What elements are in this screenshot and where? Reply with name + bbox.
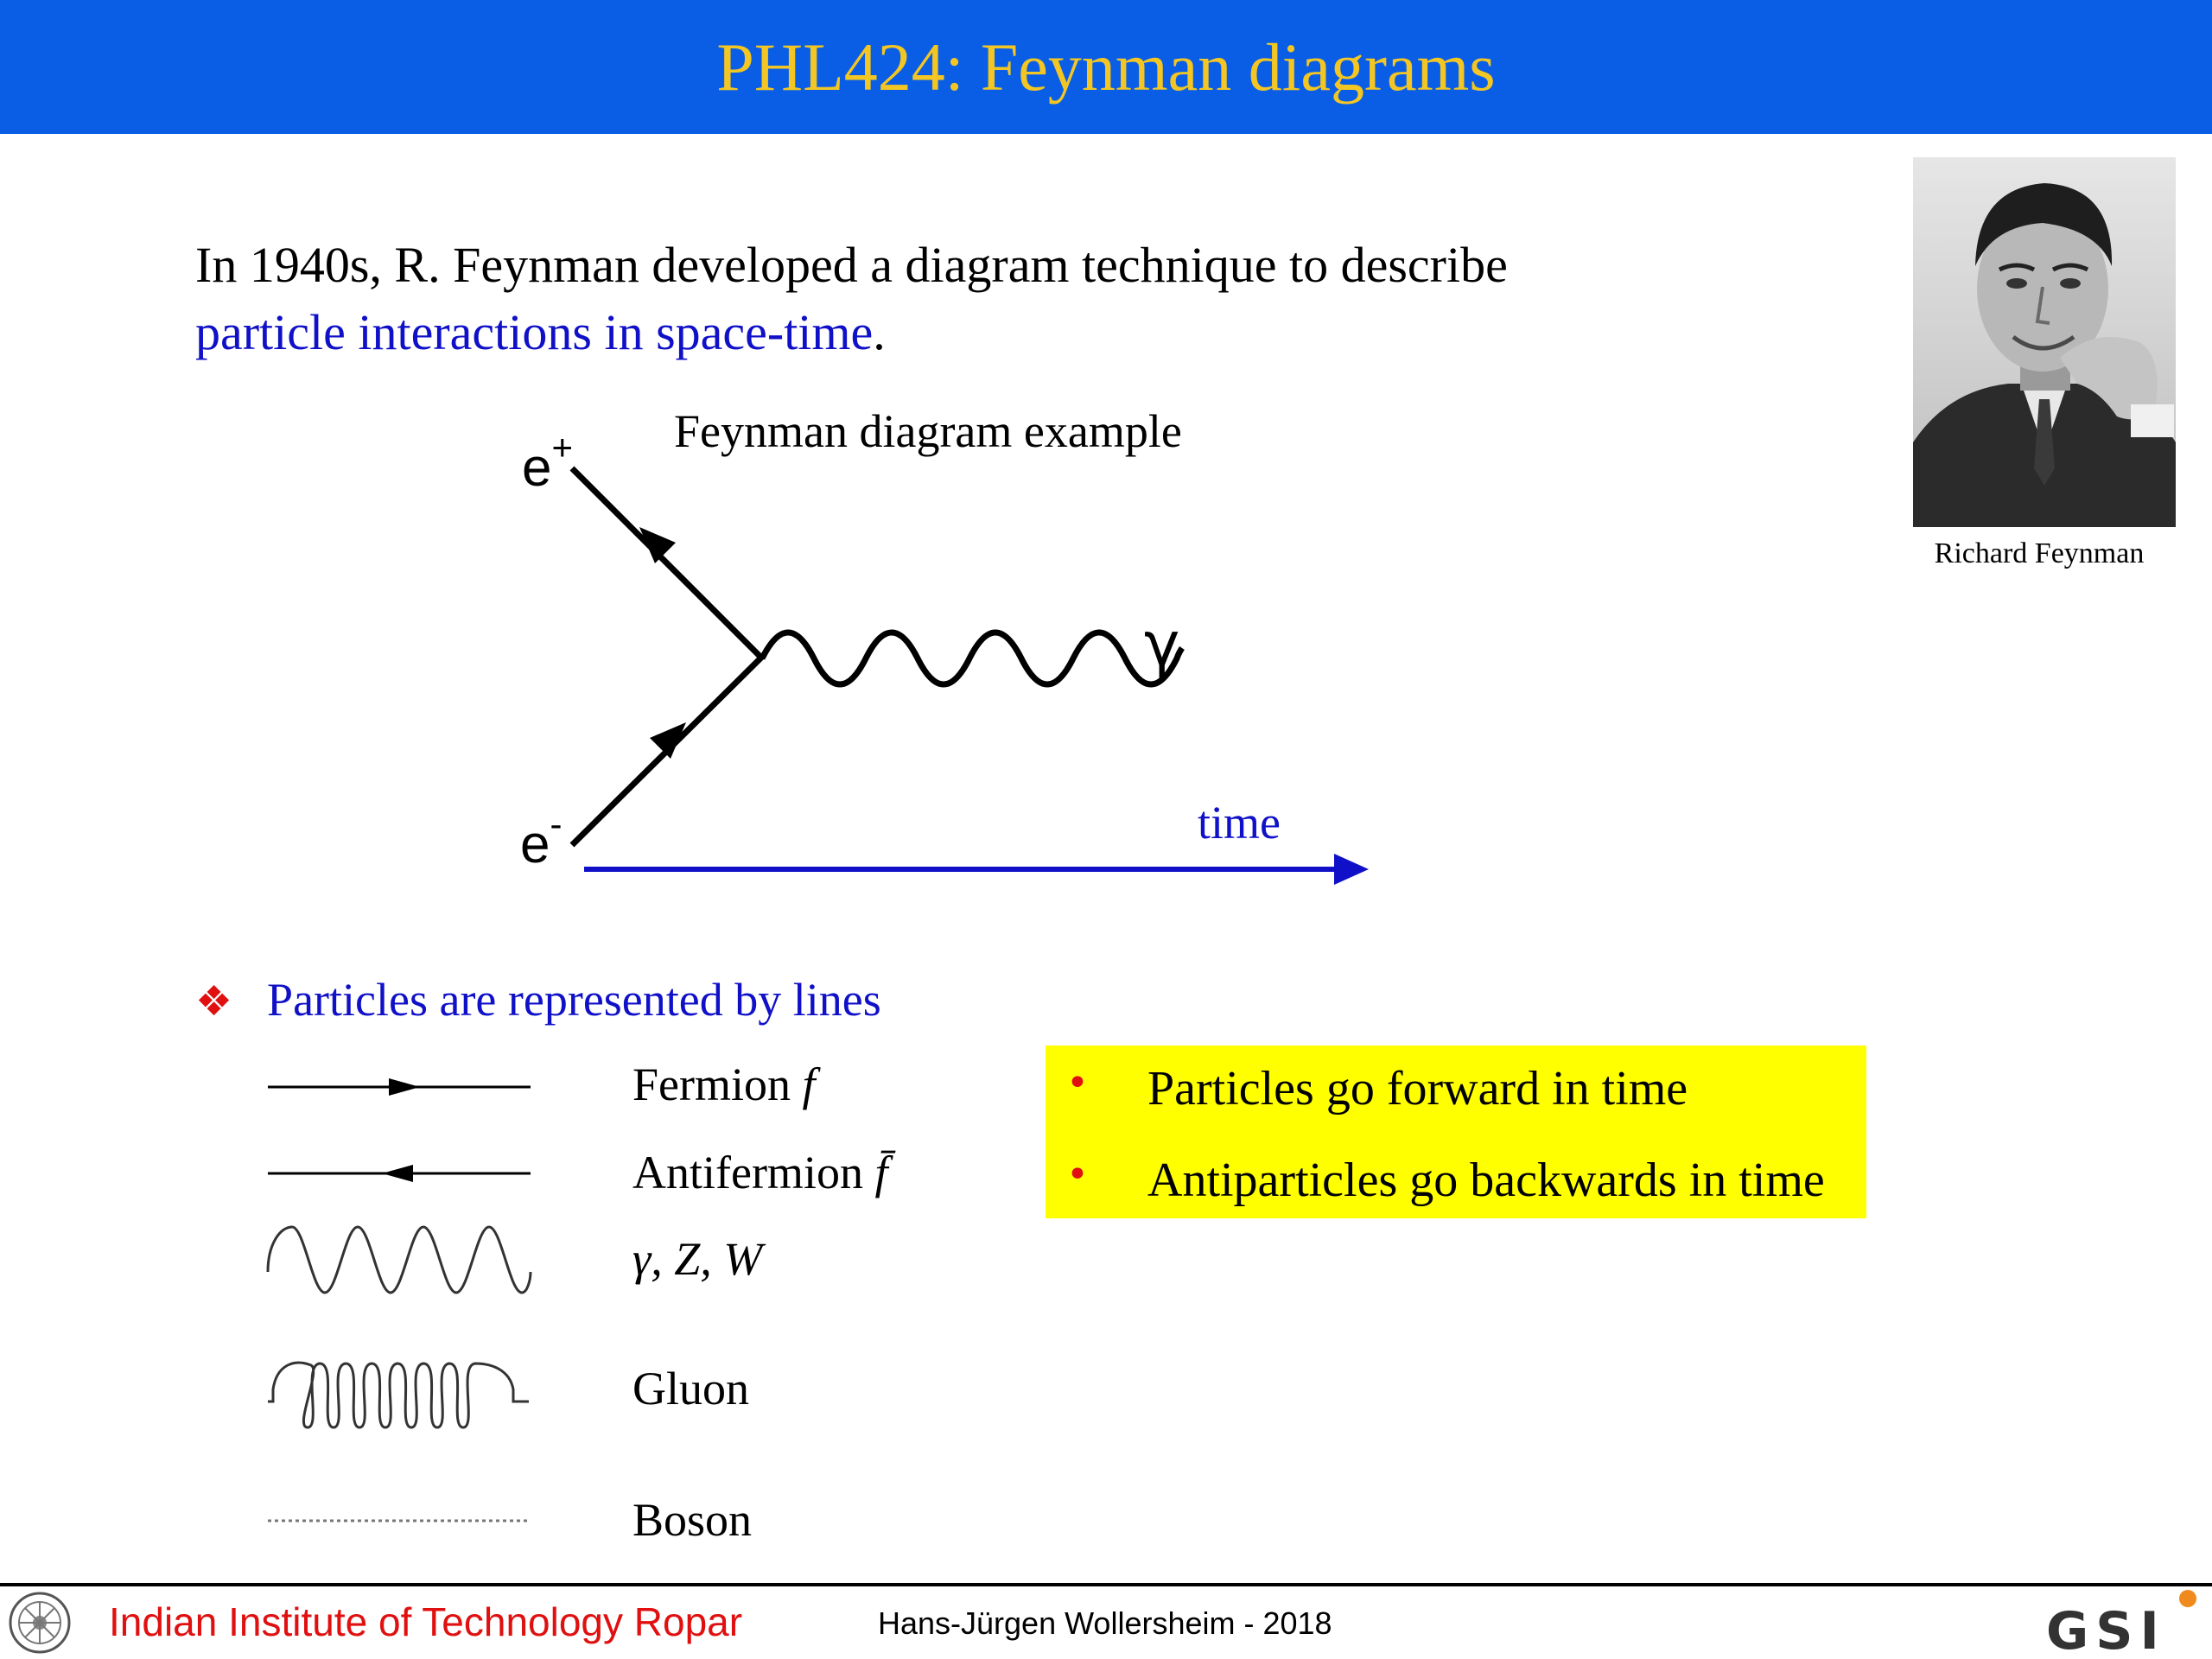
institute-seal-icon xyxy=(7,1590,73,1656)
intro-line-2 xyxy=(195,299,1508,366)
footer-divider xyxy=(0,1583,2212,1586)
gsi-logo-text: GSI xyxy=(2046,1601,2166,1654)
gsi-logo xyxy=(2044,1588,2205,1654)
intro-highlight: particle interactions in space-time xyxy=(195,304,874,360)
intro-text xyxy=(195,232,1508,366)
intro-period: . xyxy=(873,304,886,360)
bullet-heading-text: Particles are represented by lines xyxy=(267,974,881,1026)
fermion-arrow xyxy=(389,1078,420,1096)
photon-label: γ xyxy=(1144,609,1180,680)
bullet-dot-icon: • xyxy=(1066,1061,1089,1105)
time-label: time xyxy=(1198,797,1281,849)
time-arrowhead xyxy=(1334,854,1369,885)
antifermion-arrow xyxy=(382,1165,413,1182)
diagram-caption: Feynman diagram example xyxy=(674,405,1182,457)
antifermion-label: Antifermion f̄ xyxy=(632,1147,888,1198)
feynman-photo xyxy=(1913,157,2176,527)
electron-label: e- xyxy=(520,804,563,874)
intro-line-1: In 1940s, R. Feynman developed a diagram technique to describe xyxy=(195,237,1508,293)
positron-label: e+ xyxy=(522,427,574,498)
fermion-label: Fermion f xyxy=(632,1058,816,1110)
title-bar xyxy=(0,0,2212,134)
photo-caption: Richard Feynman xyxy=(1934,537,2145,569)
photon-wave xyxy=(762,632,1182,684)
author-credit: Hans-Jürgen Wollersheim - 2018 xyxy=(878,1605,1332,1641)
line-legend xyxy=(259,1054,544,1555)
bullet-dot-icon: • xyxy=(1066,1153,1089,1197)
boson-wave-line xyxy=(268,1227,531,1293)
boson-label: Boson xyxy=(632,1494,753,1546)
gluon-line xyxy=(268,1363,529,1427)
feynman-diagram xyxy=(484,406,1400,890)
positron-line xyxy=(572,468,762,658)
gluon-label: Gluon xyxy=(632,1363,749,1414)
diamond-bullet-icon: ❖ xyxy=(195,977,233,1026)
note-box: • Particles go forward in time • Antiparticles go backwards in time xyxy=(1046,1046,1866,1218)
boson-wave-label: γ, Z, W xyxy=(632,1233,763,1285)
slide-title: PHL424: Feynman diagrams xyxy=(716,29,1496,105)
bullet-heading xyxy=(195,973,881,1027)
institute-name: Indian Institute of Technology Ropar xyxy=(109,1599,743,1644)
